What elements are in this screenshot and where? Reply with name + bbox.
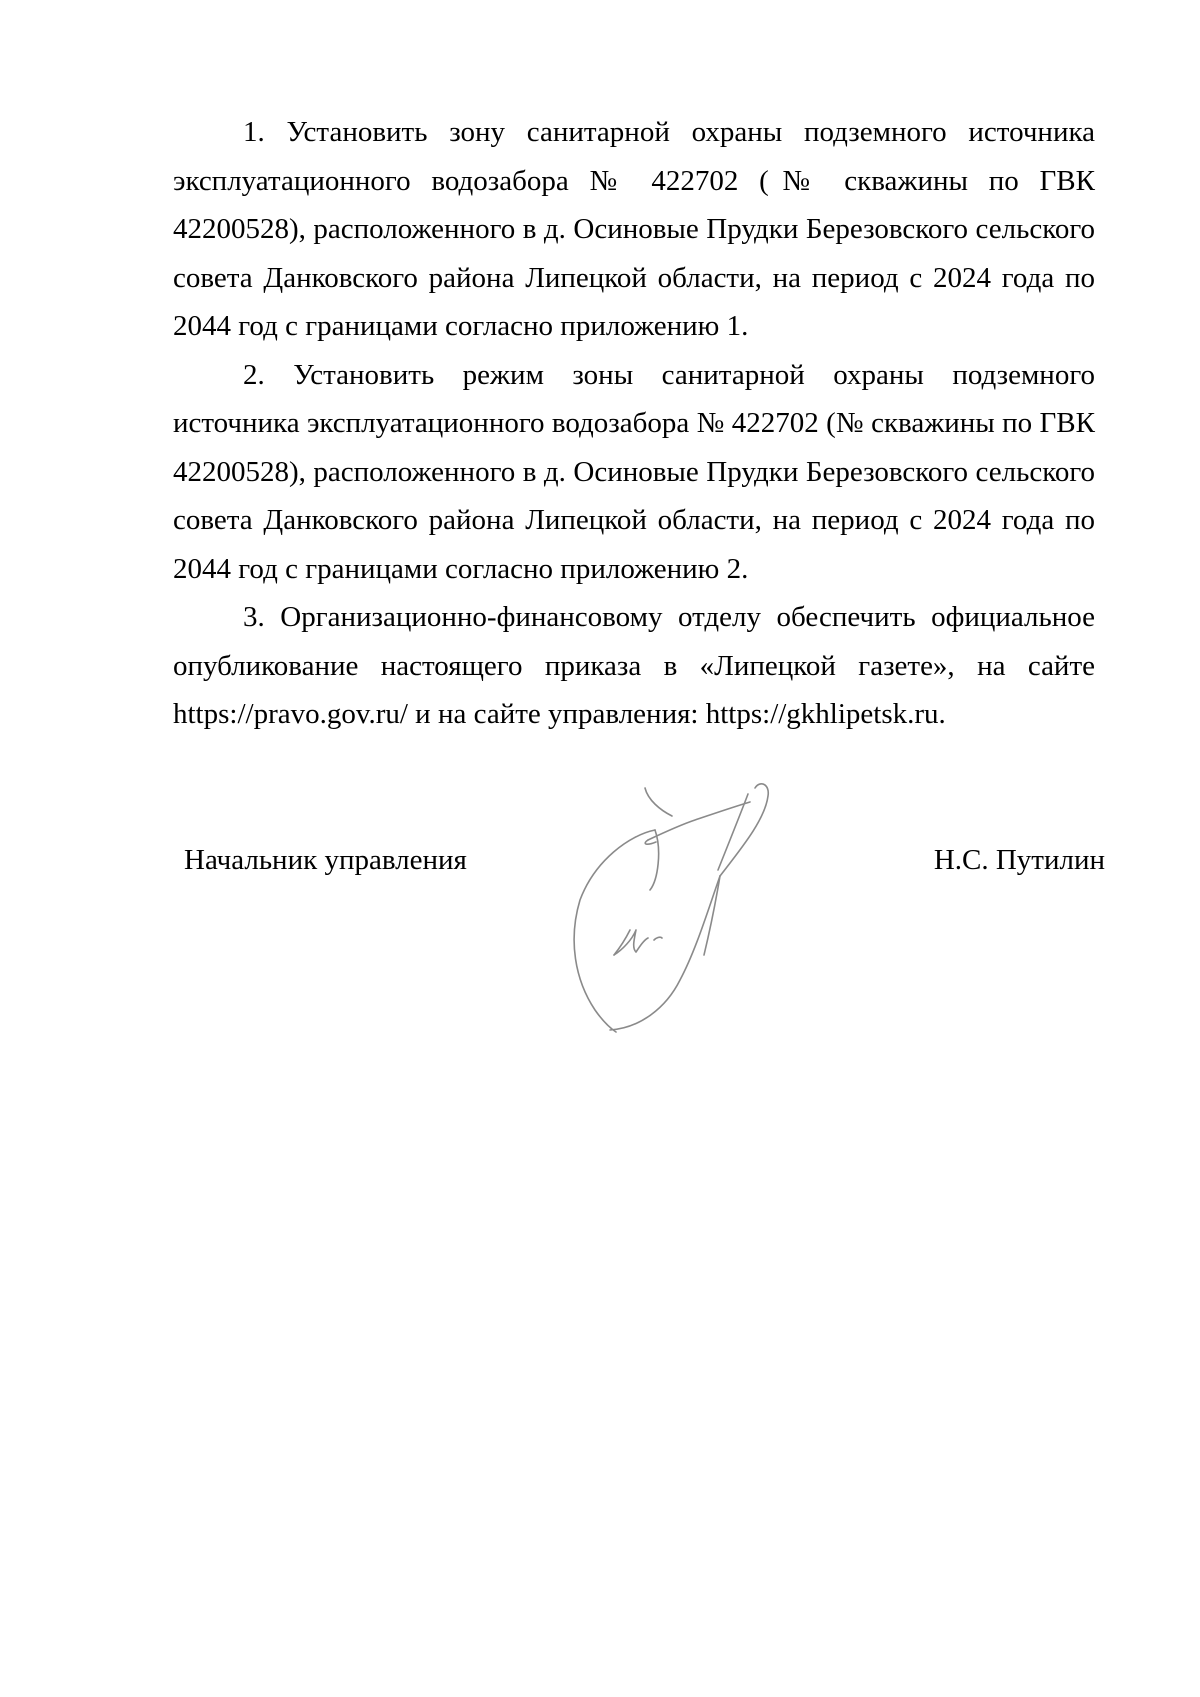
paragraph-3: 3. Организационно-финансовому отделу обеспечить официальное опубликование настоящего приказа в «Липецкой газете», на сайте https://pravo.gov.ru/ и на сайте управления: https://gkhlipetsk.ru. [173, 601, 1095, 730]
paragraph-2: 2. Установить режим зоны санитарной охраны подземного источника эксплуатационного водозабора № 422702 (№ скважины по ГВК 42200528), расположенного в д. Осиновые Прудки Березовского сельского совета Данковского района Липецкой области, на период с 2024 года по 2044 год с границами согласно приложению 2. [173, 358, 1095, 585]
document-body [173, 108, 1095, 739]
signatory-name: Н.С. Путилин [933, 844, 1105, 876]
signatory-position: Начальник управления [184, 844, 467, 876]
handwritten-signature-icon [570, 780, 850, 1040]
paragraph-1: 1. Установить зону санитарной охраны подземного источника эксплуатационного водозабора № 422702 (№ скважины по ГВК 42200528), расположенного в д. Осиновые Прудки Березовского сельского совета Данковского района Липецкой области, на период с 2024 года по 2044 год с границами согласно приложению 1. [173, 116, 1095, 342]
